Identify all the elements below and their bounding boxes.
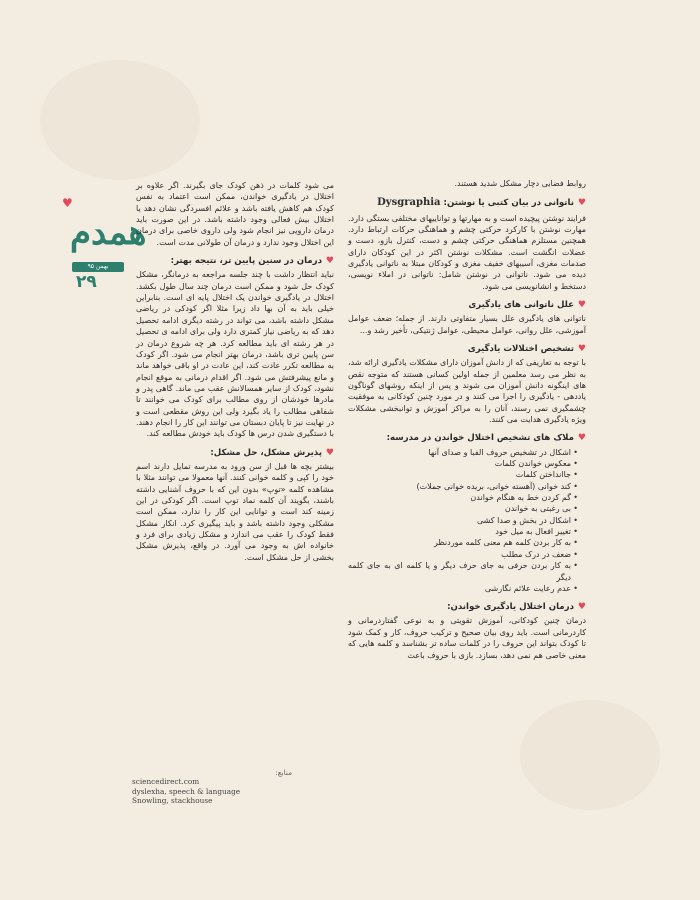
heading-text: ملاک های تشخیص اختلال خواندن در مدرسه: [386,433,574,444]
continuation-text: می شود کلمات در ذهن کودک جای بگیرند. اگر علاوه بر اختلال در یادگیری خواندن، ممکن است اعتماد به نفس کودک هم کاهش یافته باشد و علائم افسردگی نشان دهد یا اختلال بیش فعالی وجود داشته باشد. در این صورت باید درمان دارویی نیز انجام شود ولی داروی خاصی برای درمان این اختلال وجود ندارد و درمان آن طولانی مدت است. [136,181,334,247]
page-number: ۲۹ [76,272,97,292]
treatment-heading [348,601,586,613]
references-title: منابع: [275,768,292,777]
section-text: ناتوانی های یادگیری علل بسیار متفاوتی دارند. از جمله؛ ضعف عوامل آموزشی، علل روانی، عوامل محیطی، عوامل ژنتیکی، تأخیر رشد و... [348,314,586,335]
heart-icon: ♥ [577,433,586,444]
section-heading-early-treatment [136,255,334,267]
list-item: • به کار بردن کلمه هم معنی کلمه موردنظر [348,537,578,548]
heart-icon: ♥ [325,256,334,267]
section-text: بیشتر بچه ها قبل از سن ورود به مدرسه تمایل دارند اسم خود را کپی و کلمه خوانی کنند. آنها معمولا می توانند مثلا با مشاهده کلمه «توپ» بدون این که با حروف آشنایی داشته باشند، بگویند آن کلمه نماد توپ است. اگر کودکی در این زمینه کند است و توانایی این کار را ندارد، ممکن است مشکلی وجود داشته باشد و باید پیگیری کرد. انکار مشکل فقط کودک را عقب می اندازد و مشکل زیادی برای فرد و خانواده اش به وجود می آورد. در واقع، پذیرش مشکل بخشی از حل مشکل است. [136,461,334,562]
heart-icon: ♥ [62,196,73,210]
reference-item: Snowling, stackhouse [132,796,213,806]
left-column [136,180,334,563]
intro-text: روابط فضایی دچار مشکل شدید هستند. [454,179,586,188]
list-item: • جاانداختن کلمات [348,469,578,480]
issue-date: بهمن ۹۵ [72,262,124,272]
heading-text: ناتوانی در بیان کتبی یا نوشتن: [443,198,574,209]
list-item: • کند خوانی (آهسته خوانی، بریده خوانی جملات) [348,481,578,492]
heart-icon: ♥ [577,602,586,613]
section-heading-diagnosis [348,343,586,355]
list-item: • اشکال در تشخیص حروف الفبا و صدای آنها [348,447,578,458]
heart-icon: ♥ [577,198,586,209]
heading-text: علل ناتوانی های یادگیری [468,300,574,311]
list-item: • معکوس خواندن کلمات [348,458,578,469]
section-heading-dysgraphia [348,196,586,210]
reference-item: sciencedirect.com [132,777,200,787]
right-column [348,178,586,661]
treatment-text: درمان چنین کودکانی، آموزش تقویتی و به نوعی گفتاردرمانی و کاردرمانی است. باید روی بیان صحیح و ترکیب حروف، کار و کمک شود تا کودک بتواند این حروف را در کلمات ساده تر بشناسد و کلمه هایی که معنی خاصی هم نمی دهد، بسازد. بازی با حروف باعث [348,616,586,660]
list-item: • عدم رعایت علائم نگارشی [348,583,578,594]
criteria-heading [348,432,586,444]
heading-text: پذیرش مشکل، حل مشکل: [210,447,322,458]
heading-text: تشخیص اختلالات یادگیری [467,343,574,354]
heading-text: درمان اختلال یادگیری خواندن: [447,602,574,613]
section-text: با توجه به تعاریفی که از دانش آموزان دارای مشکلات یادگیری ارائه شد، به نظر می رسد معلمین از جمله اولین کسانی هستند که متوجه نقص های اینگونه دانش آموزان می شوند و پس از اینکه روشهای گوناگون یاددهی - یادگیری را اجرا می کنند و در مورد چنین کودکانی به موفقیت چشمگیری نمی رسند، آنان را به مراکز آموزش و توانبخشی مشکلات ویژه یادگیری هدایت می کنند. [348,358,586,424]
heart-icon: ♥ [577,344,586,355]
heading-text: درمان در سنین پایین تر، نتیجه بهتر: [170,256,322,267]
references [132,768,292,806]
heart-icon: ♥ [325,447,334,458]
logo-text: همدم [70,213,147,253]
section-text: نباید انتظار داشت با چند جلسه مراجعه به درمانگر، مشکل کودک حل شود و ممکن است درمان چند سال طول بکشد. اختلال در یادگیری خواندن یک اختلال پایه ای است. بنابراین خیلی باید به آن بها داد زیرا مثلا اگر کودکی در ریاضی مشکل داشته باشد، می تواند در رشته دیگری ادامه تحصیل دهد که به ریاضی نیاز کمتری دارد ولی برای ادامه ی تحصیل در هر رشته ای باید مطالعه کرد. هر چه شروع درمان در سن پایین تری باشد، درمان بهتر انجام می شود. اگر کودک به مطالعه تکرر عادت کند، این عادت در او باقی خواهد ماند و مانع پیشرفتش می شود. اگر اقدام درمانی به موقع انجام نشود، کودک از سایر همسالانش عقب می ماند. گاهی پدر و مادرها خودشان از روی مطالب برای کودک می خوانند تا شفاهی مطالب را یاد بگیرد ولی این روش مقطعی است و در نهایت نیز تا پایان دبستان می توانند این کار را انجام دهند. با دستگیری شدن درس ها کودک باید خودش مطالعه کند. [136,270,334,439]
list-item: • گم کردن خط به هنگام خواندن [348,492,578,503]
section-heading-causes [348,299,586,311]
list-item: • تغییر افعال به میل خود [348,526,578,537]
criteria-list [348,447,586,595]
section-heading-acceptance [136,447,334,459]
list-item: • به کار بردن حرفی به جای حرف دیگر و یا کلمه ای به جای کلمه دیگر [348,560,578,583]
heart-icon: ♥ [577,300,586,311]
list-item: • اشکال در بخش و صدا کشی [348,515,578,526]
heading-en: Dysgraphia [377,197,441,209]
list-item: • ضعف در درک مطلب [348,549,578,560]
reference-item: dyslexha, speech & language [132,786,241,796]
list-item: • بی رغبتی به خواندن [348,503,578,514]
section-text: فرایند نوشتن پیچیده است و به مهارتها و تواناییهای مختلفی بستگی دارد. مهارت نوشتن با کارکرد حرکتی چشم و هماهنگی حرکات ارتباط دارد. همچنین مستلزم هماهنگی حرکتی چشم و دست، کنترل بازو، دست و عضلات انگشت است. مشکلات نوشتن اکثر در این کودکان دارای صدمات مغزی، آسیبهای خفیف مغزی و کودکان مبتلا به ناتوانی یادگیری دیده می شود. ناتوانی در نوشتن شامل: ناتوانی در املاء نویسی، دستخط و انشانویسی می شود. [348,213,586,291]
